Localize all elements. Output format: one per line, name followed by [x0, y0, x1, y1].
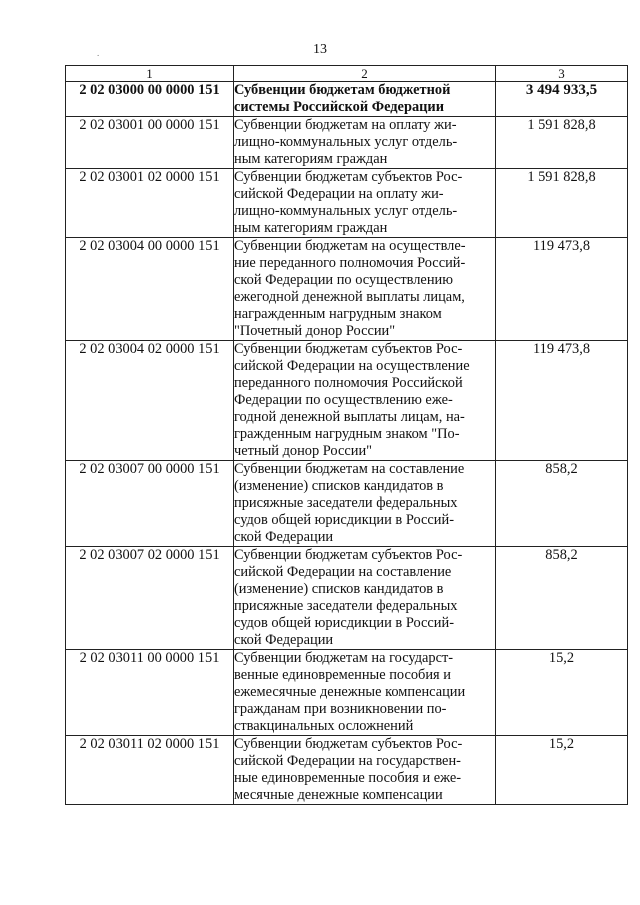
item-name-cell — [234, 736, 496, 805]
item-name-cell — [234, 82, 496, 117]
amount-cell: 858,2 — [496, 461, 628, 547]
item-name-line: венные единовременные пособия и — [234, 667, 451, 683]
item-name-line: Субвенции бюджетам субъектов Рос- — [234, 341, 463, 357]
item-name-line: четный донор России" — [234, 443, 373, 459]
item-name-line: годной денежной выплаты лицам, на- — [234, 409, 465, 425]
item-name-line: Субвенции бюджетам на осуществле- — [234, 238, 466, 254]
amount-cell: 119 473,8 — [496, 341, 628, 461]
item-name-line: ным категориям граждан — [234, 220, 388, 236]
budget-code-cell: 2 02 03007 02 0000 151 — [66, 547, 234, 650]
budget-code-cell: 2 02 03007 00 0000 151 — [66, 461, 234, 547]
amount-cell: 15,2 — [496, 650, 628, 736]
header-row — [66, 66, 628, 82]
table-row — [66, 547, 628, 650]
item-name-line: "Почетный донор России" — [234, 323, 396, 339]
item-name-line: лищно-коммунальных услуг отдель- — [234, 134, 458, 150]
table-row — [66, 238, 628, 341]
item-name-line: сийской Федерации на составление — [234, 564, 452, 580]
item-name-line: (изменение) списков кандидатов в — [234, 581, 444, 597]
item-name-cell — [234, 169, 496, 238]
column-header-3: 3 — [496, 66, 628, 82]
item-name-line: гражденным нагрудным знаком "По- — [234, 426, 460, 442]
item-name-line: переданного полномочия Российской — [234, 375, 463, 391]
budget-code-cell: 2 02 03004 00 0000 151 — [66, 238, 234, 341]
item-name-line: лищно-коммунальных услуг отдель- — [234, 203, 458, 219]
amount-cell: 1 591 828,8 — [496, 117, 628, 169]
item-name-line: судов общей юрисдикции в Россий- — [234, 615, 454, 631]
item-name-line: ние переданного полномочия Россий- — [234, 255, 466, 271]
column-header-1: 1 — [66, 66, 234, 82]
item-name-line: ежегодной денежной выплаты лицам, — [234, 289, 465, 305]
budget-code-cell: 2 02 03011 00 0000 151 — [66, 650, 234, 736]
item-name-line: системы Российской Федерации — [234, 99, 445, 115]
item-name-line: Субвенции бюджетам на составление — [234, 461, 465, 477]
item-name-line: (изменение) списков кандидатов в — [234, 478, 444, 494]
item-name-cell — [234, 547, 496, 650]
budget-code-cell: 2 02 03000 00 0000 151 — [66, 82, 234, 117]
tick-mark: . — [97, 48, 100, 58]
item-name-line: награжденным нагрудным знаком — [234, 306, 442, 322]
item-name-line: судов общей юрисдикции в Россий- — [234, 512, 454, 528]
table-row — [66, 169, 628, 238]
item-name-cell — [234, 341, 496, 461]
item-name-line: гражданам при возникновении по- — [234, 701, 447, 717]
item-name-line: месячные денежные компенсации — [234, 787, 443, 803]
item-name-line: Субвенции бюджетам субъектов Рос- — [234, 169, 463, 185]
item-name-line: ской Федерации — [234, 632, 334, 648]
table-row — [66, 650, 628, 736]
item-name-line: сийской Федерации на осуществление — [234, 358, 470, 374]
item-name-line: ные единовременные пособия и еже- — [234, 770, 462, 786]
column-header-2: 2 — [234, 66, 496, 82]
table-row — [66, 341, 628, 461]
item-name-line: ежемесячные денежные компенсации — [234, 684, 466, 700]
item-name-line: Федерации по осуществлению еже- — [234, 392, 453, 408]
table-row — [66, 82, 628, 117]
item-name-line: ствакцинальных осложнений — [234, 718, 414, 734]
item-name-line: ным категориям граждан — [234, 151, 388, 167]
amount-cell: 858,2 — [496, 547, 628, 650]
budget-code-cell: 2 02 03011 02 0000 151 — [66, 736, 234, 805]
budget-code-cell: 2 02 03001 00 0000 151 — [66, 117, 234, 169]
table-body — [66, 82, 628, 805]
item-name-line: присяжные заседатели федеральных — [234, 598, 458, 614]
item-name-line: присяжные заседатели федеральных — [234, 495, 458, 511]
amount-cell: 119 473,8 — [496, 238, 628, 341]
item-name-line: Субвенции бюджетам субъектов Рос- — [234, 736, 463, 752]
amount-cell: 3 494 933,5 — [496, 82, 628, 117]
item-name-line: ской Федерации по осуществлению — [234, 272, 453, 288]
budget-code-cell: 2 02 03001 02 0000 151 — [66, 169, 234, 238]
item-name-line: Субвенции бюджетам субъектов Рос- — [234, 547, 463, 563]
page-number: 13 — [313, 42, 327, 57]
item-name-line: сийской Федерации на оплату жи- — [234, 186, 444, 202]
item-name-cell — [234, 461, 496, 547]
item-name-line: Субвенции бюджетам на оплату жи- — [234, 117, 457, 133]
item-name-line: Субвенции бюджетам на государст- — [234, 650, 454, 666]
item-name-cell — [234, 650, 496, 736]
budget-table — [65, 65, 628, 805]
item-name-line: ской Федерации — [234, 529, 334, 545]
item-name-cell — [234, 238, 496, 341]
table-row — [66, 736, 628, 805]
table-row — [66, 117, 628, 169]
amount-cell: 1 591 828,8 — [496, 169, 628, 238]
item-name-cell — [234, 117, 496, 169]
table-row — [66, 461, 628, 547]
item-name-line: сийской Федерации на государствен- — [234, 753, 461, 769]
budget-code-cell: 2 02 03004 02 0000 151 — [66, 341, 234, 461]
item-name-line: Субвенции бюджетам бюджетной — [234, 82, 451, 98]
amount-cell: 15,2 — [496, 736, 628, 805]
